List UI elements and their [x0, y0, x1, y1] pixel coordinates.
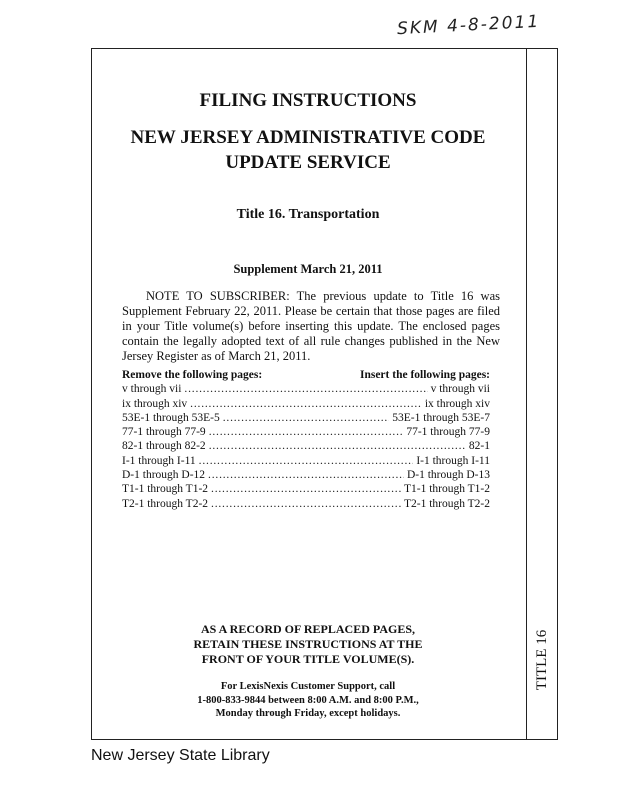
insert-header: Insert the following pages: — [359, 369, 490, 381]
side-tab-label: TITLE 16 — [533, 629, 550, 691]
table-row — [122, 425, 490, 439]
dot-leader — [190, 397, 422, 411]
table-row — [122, 397, 490, 411]
remove-pages: D-1 through D-12 — [122, 469, 206, 482]
insert-pages: 77-1 through 77-9 — [406, 426, 490, 439]
remove-pages: T2-1 through T2-2 — [122, 497, 209, 510]
subscriber-note-text: NOTE TO SUBSCRIBER: The previous update to Title 16 was Supplement February 22, 2011. Please be certain that those pages are filed in your Title volume(s) before inserting this update. The enclosed pages contain the legally adopted text of all rule changes published in the New Jersey Register as of March 21, 2011. — [122, 289, 500, 363]
dot-leader — [223, 411, 390, 425]
support-info — [91, 680, 525, 721]
remove-pages: I-1 through I-11 — [122, 454, 196, 467]
dot-leader — [209, 439, 466, 453]
dot-leader — [211, 497, 401, 511]
dot-leader — [199, 454, 414, 468]
code-title-line1: NEW JERSEY ADMINISTRATIVE CODE — [130, 127, 486, 148]
table-row — [122, 482, 490, 496]
record-notice-line1: AS A RECORD OF REPLACED PAGES, — [200, 622, 416, 636]
support-line1: For LexisNexis Customer Support, call — [220, 681, 396, 692]
record-notice — [91, 622, 525, 667]
code-title — [91, 125, 525, 175]
insert-pages: ix through xiv — [424, 397, 490, 410]
title-heading: Title 16. Transportation — [236, 207, 380, 222]
remove-pages: v through vii — [122, 383, 182, 396]
handwritten-note: SKM 4-8-2011 — [396, 11, 541, 40]
support-line2: 1-800-833-9844 between 8:00 A.M. and 8:00 P.M., — [197, 694, 419, 706]
dot-leader — [184, 382, 427, 396]
remove-pages: T1-1 through T1-2 — [122, 483, 209, 496]
dot-leader — [209, 425, 404, 439]
supplement-date: Supplement March 21, 2011 — [233, 262, 383, 276]
table-row — [122, 468, 490, 482]
support-line3: Monday through Friday, except holidays. — [215, 708, 401, 719]
page-title: FILING INSTRUCTIONS — [199, 90, 417, 111]
pages-table — [122, 368, 490, 511]
insert-pages: T2-1 through T2-2 — [403, 497, 490, 510]
subscriber-note — [122, 289, 500, 364]
insert-pages: I-1 through I-11 — [416, 454, 490, 467]
insert-pages: v through vii — [430, 383, 490, 396]
record-notice-line3: FRONT OF YOUR TITLE VOLUME(S). — [201, 652, 415, 666]
table-row — [122, 411, 490, 425]
insert-pages: 53E-1 through 53E-7 — [392, 411, 490, 424]
remove-pages: ix through xiv — [122, 397, 188, 410]
remove-pages: 82-1 through 82-2 — [122, 440, 206, 453]
table-row — [122, 439, 490, 453]
table-row — [122, 497, 490, 511]
record-notice-line2: RETAIN THESE INSTRUCTIONS AT THE — [193, 637, 423, 651]
library-footer: New Jersey State Library — [91, 747, 270, 764]
insert-pages: D-1 through D-13 — [406, 469, 490, 482]
remove-header: Remove the following pages: — [122, 369, 263, 381]
dot-leader — [211, 482, 401, 496]
insert-pages: T1-1 through T1-2 — [403, 483, 490, 496]
remove-pages: 53E-1 through 53E-5 — [122, 411, 220, 424]
insert-pages: 82-1 — [468, 440, 490, 453]
code-title-line2: UPDATE SERVICE — [225, 152, 391, 173]
remove-pages: 77-1 through 77-9 — [122, 426, 206, 439]
table-row — [122, 454, 490, 468]
dot-leader — [208, 468, 404, 482]
table-header — [122, 368, 490, 382]
table-row — [122, 382, 490, 396]
